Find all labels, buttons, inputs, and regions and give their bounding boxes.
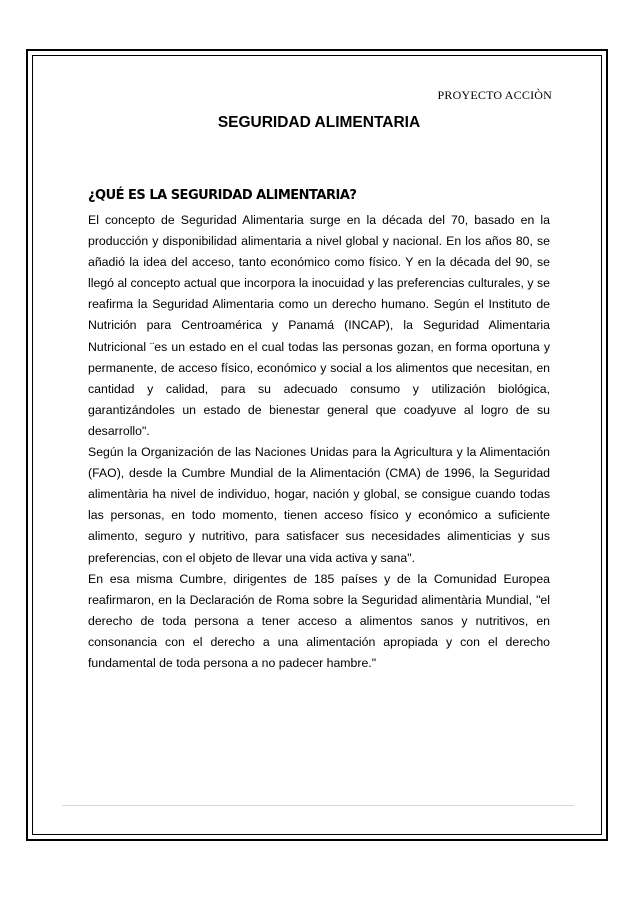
body-text	[88, 210, 550, 674]
section-heading: ¿QUÉ ES LA SEGURIDAD ALIMENTARIA?	[88, 188, 357, 203]
paragraph-2: Según la Organización de las Naciones Unidas para la Agricultura y la Alimentación (FAO), desde la Cumbre Mundial de la Alimentación (CMA) de 1996, la Seguridad alimentària ha nivel de individuo, hogar, nación y global, se consigue cuando todas las personas, en todo momento, tienen acceso físico y económico a suficiente alimento, seguro y nutritivo, para satisfacer sus necesidades alimenticias y sus preferencias, con el objeto de llevar una vida activa y sana".	[88, 445, 550, 565]
document-title: SEGURIDAD ALIMENTARIA	[217, 114, 421, 131]
footer-divider	[62, 805, 574, 806]
paragraph-1: El concepto de Seguridad Alimentaria surge en la década del 70, basado en la producción y disponibilidad alimentaria a nivel global y nacional. En los años 80, se añadió la idea del acceso, tanto económico como físico. Y en la década del 90, se llegó al concepto actual que incorpora la inocuidad y las preferencias culturales, y se reafirma la Seguridad Alimentaria como un derecho humano. Según el Instituto de Nutrición para Centroamérica y Panamá (INCAP), la Seguridad Alimentaria Nutricional ¨es un estado en el cual todas las personas gozan, en forma oportuna y permanente, de acceso físico, económico y social a los alimentos que necesitan, en cantidad y calidad, para su adecuado consumo y utilización biológica, garantizándoles un estado de bienestar general que coadyuve al logro de su desarrollo".	[88, 213, 550, 438]
project-header: PROYECTO ACCIÒN	[437, 88, 552, 102]
paragraph-3: En esa misma Cumbre, dirigentes de 185 países y de la Comunidad Europea reafirmaron, en la Declaración de Roma sobre la Seguridad alimentària Mundial, "el derecho de toda persona a tener acceso a alimentos sanos y nutritivos, en consonancia con el derecho a una alimentación apropiada y con el derecho fundamental de toda persona a no padecer hambre."	[88, 571, 550, 670]
